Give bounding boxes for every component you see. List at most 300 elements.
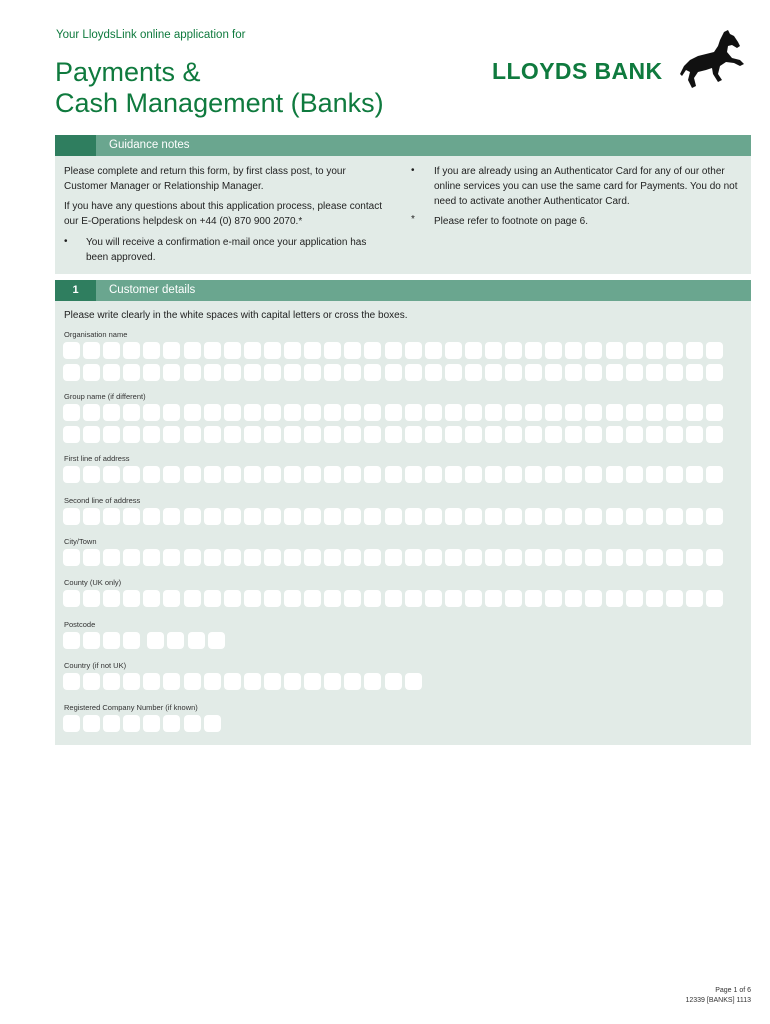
- char-box[interactable]: [385, 673, 402, 690]
- organisation-boxes-line-2[interactable]: [63, 364, 726, 381]
- char-box[interactable]: [163, 466, 180, 483]
- group-boxes-line-2[interactable]: [63, 426, 726, 443]
- char-box[interactable]: [465, 466, 482, 483]
- char-box[interactable]: [465, 549, 482, 566]
- char-box[interactable]: [284, 549, 301, 566]
- char-box[interactable]: [184, 590, 201, 607]
- char-box[interactable]: [63, 590, 80, 607]
- char-box[interactable]: [163, 673, 180, 690]
- char-box[interactable]: [143, 673, 160, 690]
- char-box[interactable]: [344, 549, 361, 566]
- char-box[interactable]: [646, 364, 663, 381]
- char-box[interactable]: [184, 508, 201, 525]
- char-box[interactable]: [585, 342, 602, 359]
- char-box[interactable]: [163, 426, 180, 443]
- char-box[interactable]: [63, 364, 80, 381]
- char-box[interactable]: [565, 404, 582, 421]
- char-box[interactable]: [525, 549, 542, 566]
- char-box[interactable]: [143, 364, 160, 381]
- char-box[interactable]: [123, 466, 140, 483]
- char-box[interactable]: [585, 508, 602, 525]
- char-box[interactable]: [626, 426, 643, 443]
- char-box[interactable]: [204, 342, 221, 359]
- char-box[interactable]: [646, 466, 663, 483]
- char-box[interactable]: [385, 549, 402, 566]
- char-box[interactable]: [505, 404, 522, 421]
- char-box[interactable]: [204, 715, 221, 732]
- char-box[interactable]: [324, 466, 341, 483]
- char-box[interactable]: [465, 590, 482, 607]
- char-box[interactable]: [626, 342, 643, 359]
- char-box[interactable]: [626, 508, 643, 525]
- char-box[interactable]: [405, 404, 422, 421]
- char-box[interactable]: [606, 426, 623, 443]
- char-box[interactable]: [706, 590, 723, 607]
- char-box[interactable]: [123, 364, 140, 381]
- char-box[interactable]: [103, 404, 120, 421]
- char-box[interactable]: [103, 342, 120, 359]
- char-box[interactable]: [425, 364, 442, 381]
- char-box[interactable]: [364, 466, 381, 483]
- char-box[interactable]: [324, 590, 341, 607]
- char-box[interactable]: [706, 508, 723, 525]
- char-box[interactable]: [123, 632, 140, 649]
- char-box[interactable]: [364, 673, 381, 690]
- char-box[interactable]: [364, 426, 381, 443]
- char-box[interactable]: [565, 508, 582, 525]
- char-box[interactable]: [204, 466, 221, 483]
- char-box[interactable]: [204, 673, 221, 690]
- char-box[interactable]: [545, 342, 562, 359]
- char-box[interactable]: [344, 673, 361, 690]
- char-box[interactable]: [304, 549, 321, 566]
- char-box[interactable]: [224, 466, 241, 483]
- char-box[interactable]: [163, 549, 180, 566]
- char-box[interactable]: [143, 508, 160, 525]
- char-box[interactable]: [63, 426, 80, 443]
- char-box[interactable]: [244, 466, 261, 483]
- char-box[interactable]: [143, 404, 160, 421]
- char-box[interactable]: [686, 426, 703, 443]
- char-box[interactable]: [405, 426, 422, 443]
- char-box[interactable]: [163, 590, 180, 607]
- char-box[interactable]: [204, 508, 221, 525]
- char-box[interactable]: [686, 404, 703, 421]
- char-box[interactable]: [364, 364, 381, 381]
- char-box[interactable]: [344, 508, 361, 525]
- char-box[interactable]: [626, 466, 643, 483]
- char-box[interactable]: [123, 342, 140, 359]
- char-box[interactable]: [244, 673, 261, 690]
- char-box[interactable]: [626, 404, 643, 421]
- group-boxes[interactable]: [63, 404, 726, 421]
- char-box[interactable]: [188, 632, 205, 649]
- char-box[interactable]: [405, 549, 422, 566]
- organisation-boxes[interactable]: [63, 342, 726, 359]
- char-box[interactable]: [505, 508, 522, 525]
- char-box[interactable]: [304, 426, 321, 443]
- char-box[interactable]: [385, 404, 402, 421]
- char-box[interactable]: [163, 342, 180, 359]
- char-box[interactable]: [485, 590, 502, 607]
- char-box[interactable]: [324, 549, 341, 566]
- company-number-boxes[interactable]: [63, 715, 224, 732]
- char-box[interactable]: [646, 590, 663, 607]
- char-box[interactable]: [244, 364, 261, 381]
- char-box[interactable]: [143, 426, 160, 443]
- char-box[interactable]: [184, 426, 201, 443]
- char-box[interactable]: [445, 404, 462, 421]
- char-box[interactable]: [204, 404, 221, 421]
- char-box[interactable]: [545, 466, 562, 483]
- char-box[interactable]: [284, 590, 301, 607]
- char-box[interactable]: [304, 364, 321, 381]
- char-box[interactable]: [184, 549, 201, 566]
- char-box[interactable]: [585, 590, 602, 607]
- char-box[interactable]: [284, 426, 301, 443]
- char-box[interactable]: [123, 673, 140, 690]
- char-box[interactable]: [284, 508, 301, 525]
- char-box[interactable]: [545, 364, 562, 381]
- char-box[interactable]: [485, 508, 502, 525]
- country-boxes[interactable]: [63, 673, 425, 690]
- char-box[interactable]: [525, 426, 542, 443]
- char-box[interactable]: [324, 508, 341, 525]
- char-box[interactable]: [264, 549, 281, 566]
- char-box[interactable]: [324, 342, 341, 359]
- char-box[interactable]: [224, 549, 241, 566]
- char-box[interactable]: [364, 590, 381, 607]
- char-box[interactable]: [204, 549, 221, 566]
- char-box[interactable]: [606, 549, 623, 566]
- char-box[interactable]: [505, 590, 522, 607]
- char-box[interactable]: [525, 342, 542, 359]
- char-box[interactable]: [184, 715, 201, 732]
- char-box[interactable]: [83, 426, 100, 443]
- char-box[interactable]: [123, 426, 140, 443]
- char-box[interactable]: [244, 590, 261, 607]
- char-box[interactable]: [565, 549, 582, 566]
- char-box[interactable]: [545, 404, 562, 421]
- char-box[interactable]: [364, 508, 381, 525]
- char-box[interactable]: [666, 342, 683, 359]
- char-box[interactable]: [204, 590, 221, 607]
- char-box[interactable]: [364, 404, 381, 421]
- char-box[interactable]: [405, 342, 422, 359]
- char-box[interactable]: [666, 404, 683, 421]
- char-box[interactable]: [83, 549, 100, 566]
- char-box[interactable]: [143, 342, 160, 359]
- char-box[interactable]: [525, 364, 542, 381]
- char-box[interactable]: [83, 632, 100, 649]
- char-box[interactable]: [224, 342, 241, 359]
- char-box[interactable]: [706, 364, 723, 381]
- char-box[interactable]: [63, 673, 80, 690]
- char-box[interactable]: [83, 364, 100, 381]
- char-box[interactable]: [224, 673, 241, 690]
- char-box[interactable]: [264, 426, 281, 443]
- char-box[interactable]: [103, 549, 120, 566]
- char-box[interactable]: [525, 466, 542, 483]
- char-box[interactable]: [666, 590, 683, 607]
- char-box[interactable]: [364, 342, 381, 359]
- char-box[interactable]: [425, 342, 442, 359]
- char-box[interactable]: [364, 549, 381, 566]
- char-box[interactable]: [63, 508, 80, 525]
- char-box[interactable]: [344, 466, 361, 483]
- char-box[interactable]: [606, 466, 623, 483]
- char-box[interactable]: [324, 404, 341, 421]
- char-box[interactable]: [445, 426, 462, 443]
- char-box[interactable]: [103, 632, 120, 649]
- char-box[interactable]: [103, 466, 120, 483]
- char-box[interactable]: [103, 673, 120, 690]
- char-box[interactable]: [706, 426, 723, 443]
- char-box[interactable]: [686, 549, 703, 566]
- char-box[interactable]: [405, 673, 422, 690]
- char-box[interactable]: [706, 404, 723, 421]
- char-box[interactable]: [686, 342, 703, 359]
- char-box[interactable]: [143, 549, 160, 566]
- char-box[interactable]: [485, 342, 502, 359]
- char-box[interactable]: [224, 404, 241, 421]
- char-box[interactable]: [123, 715, 140, 732]
- char-box[interactable]: [666, 364, 683, 381]
- char-box[interactable]: [63, 715, 80, 732]
- char-box[interactable]: [585, 466, 602, 483]
- char-box[interactable]: [565, 364, 582, 381]
- char-box[interactable]: [167, 632, 184, 649]
- city-boxes[interactable]: [63, 549, 726, 566]
- char-box[interactable]: [103, 590, 120, 607]
- char-box[interactable]: [606, 404, 623, 421]
- char-box[interactable]: [103, 364, 120, 381]
- char-box[interactable]: [103, 426, 120, 443]
- char-box[interactable]: [123, 508, 140, 525]
- char-box[interactable]: [666, 466, 683, 483]
- char-box[interactable]: [626, 549, 643, 566]
- char-box[interactable]: [405, 508, 422, 525]
- char-box[interactable]: [208, 632, 225, 649]
- char-box[interactable]: [385, 508, 402, 525]
- char-box[interactable]: [143, 466, 160, 483]
- char-box[interactable]: [445, 590, 462, 607]
- address2-boxes[interactable]: [63, 508, 726, 525]
- char-box[interactable]: [163, 364, 180, 381]
- char-box[interactable]: [83, 466, 100, 483]
- char-box[interactable]: [184, 364, 201, 381]
- char-box[interactable]: [606, 590, 623, 607]
- char-box[interactable]: [344, 364, 361, 381]
- char-box[interactable]: [324, 364, 341, 381]
- char-box[interactable]: [385, 466, 402, 483]
- char-box[interactable]: [83, 715, 100, 732]
- char-box[interactable]: [63, 466, 80, 483]
- char-box[interactable]: [244, 508, 261, 525]
- char-box[interactable]: [485, 364, 502, 381]
- char-box[interactable]: [425, 590, 442, 607]
- char-box[interactable]: [565, 590, 582, 607]
- char-box[interactable]: [666, 508, 683, 525]
- char-box[interactable]: [425, 549, 442, 566]
- char-box[interactable]: [666, 549, 683, 566]
- char-box[interactable]: [385, 342, 402, 359]
- char-box[interactable]: [264, 466, 281, 483]
- char-box[interactable]: [284, 364, 301, 381]
- char-box[interactable]: [505, 426, 522, 443]
- char-box[interactable]: [425, 404, 442, 421]
- char-box[interactable]: [505, 466, 522, 483]
- char-box[interactable]: [284, 342, 301, 359]
- char-box[interactable]: [224, 508, 241, 525]
- char-box[interactable]: [666, 426, 683, 443]
- char-box[interactable]: [585, 549, 602, 566]
- char-box[interactable]: [83, 508, 100, 525]
- char-box[interactable]: [385, 364, 402, 381]
- char-box[interactable]: [63, 342, 80, 359]
- char-box[interactable]: [324, 426, 341, 443]
- char-box[interactable]: [304, 404, 321, 421]
- char-box[interactable]: [163, 404, 180, 421]
- char-box[interactable]: [344, 590, 361, 607]
- char-box[interactable]: [264, 673, 281, 690]
- char-box[interactable]: [184, 466, 201, 483]
- char-box[interactable]: [244, 404, 261, 421]
- char-box[interactable]: [505, 342, 522, 359]
- char-box[interactable]: [244, 426, 261, 443]
- char-box[interactable]: [284, 673, 301, 690]
- char-box[interactable]: [83, 590, 100, 607]
- char-box[interactable]: [224, 426, 241, 443]
- char-box[interactable]: [425, 466, 442, 483]
- char-box[interactable]: [565, 426, 582, 443]
- char-box[interactable]: [606, 342, 623, 359]
- char-box[interactable]: [405, 590, 422, 607]
- char-box[interactable]: [646, 508, 663, 525]
- char-box[interactable]: [63, 632, 80, 649]
- char-box[interactable]: [184, 342, 201, 359]
- char-box[interactable]: [264, 590, 281, 607]
- char-box[interactable]: [425, 508, 442, 525]
- char-box[interactable]: [445, 508, 462, 525]
- char-box[interactable]: [545, 426, 562, 443]
- char-box[interactable]: [465, 404, 482, 421]
- char-box[interactable]: [646, 342, 663, 359]
- char-box[interactable]: [385, 426, 402, 443]
- address1-boxes[interactable]: [63, 466, 726, 483]
- char-box[interactable]: [83, 342, 100, 359]
- char-box[interactable]: [184, 404, 201, 421]
- char-box[interactable]: [344, 404, 361, 421]
- char-box[interactable]: [445, 342, 462, 359]
- char-box[interactable]: [103, 715, 120, 732]
- char-box[interactable]: [505, 549, 522, 566]
- char-box[interactable]: [123, 404, 140, 421]
- char-box[interactable]: [264, 404, 281, 421]
- char-box[interactable]: [545, 508, 562, 525]
- char-box[interactable]: [545, 549, 562, 566]
- char-box[interactable]: [344, 342, 361, 359]
- char-box[interactable]: [525, 590, 542, 607]
- char-box[interactable]: [264, 364, 281, 381]
- char-box[interactable]: [304, 508, 321, 525]
- char-box[interactable]: [244, 549, 261, 566]
- char-box[interactable]: [525, 404, 542, 421]
- char-box[interactable]: [304, 342, 321, 359]
- char-box[interactable]: [706, 342, 723, 359]
- char-box[interactable]: [706, 466, 723, 483]
- char-box[interactable]: [344, 426, 361, 443]
- char-box[interactable]: [706, 549, 723, 566]
- char-box[interactable]: [606, 508, 623, 525]
- char-box[interactable]: [465, 364, 482, 381]
- char-box[interactable]: [63, 404, 80, 421]
- char-box[interactable]: [284, 466, 301, 483]
- char-box[interactable]: [147, 632, 164, 649]
- char-box[interactable]: [465, 426, 482, 443]
- char-box[interactable]: [304, 590, 321, 607]
- char-box[interactable]: [485, 549, 502, 566]
- char-box[interactable]: [585, 364, 602, 381]
- county-boxes[interactable]: [63, 590, 726, 607]
- char-box[interactable]: [606, 364, 623, 381]
- char-box[interactable]: [686, 590, 703, 607]
- char-box[interactable]: [646, 426, 663, 443]
- char-box[interactable]: [405, 466, 422, 483]
- char-box[interactable]: [224, 364, 241, 381]
- char-box[interactable]: [163, 715, 180, 732]
- char-box[interactable]: [184, 673, 201, 690]
- char-box[interactable]: [405, 364, 422, 381]
- char-box[interactable]: [445, 364, 462, 381]
- char-box[interactable]: [505, 364, 522, 381]
- char-box[interactable]: [204, 426, 221, 443]
- char-box[interactable]: [465, 508, 482, 525]
- char-box[interactable]: [244, 342, 261, 359]
- char-box[interactable]: [304, 466, 321, 483]
- char-box[interactable]: [163, 508, 180, 525]
- char-box[interactable]: [123, 549, 140, 566]
- char-box[interactable]: [485, 404, 502, 421]
- char-box[interactable]: [626, 590, 643, 607]
- char-box[interactable]: [646, 404, 663, 421]
- char-box[interactable]: [626, 364, 643, 381]
- char-box[interactable]: [83, 673, 100, 690]
- char-box[interactable]: [646, 549, 663, 566]
- postcode-boxes[interactable]: [63, 632, 228, 649]
- char-box[interactable]: [686, 364, 703, 381]
- char-box[interactable]: [686, 508, 703, 525]
- char-box[interactable]: [224, 590, 241, 607]
- char-box[interactable]: [385, 590, 402, 607]
- char-box[interactable]: [143, 715, 160, 732]
- char-box[interactable]: [284, 404, 301, 421]
- char-box[interactable]: [445, 549, 462, 566]
- char-box[interactable]: [445, 466, 462, 483]
- char-box[interactable]: [686, 466, 703, 483]
- char-box[interactable]: [565, 342, 582, 359]
- char-box[interactable]: [585, 426, 602, 443]
- char-box[interactable]: [485, 426, 502, 443]
- char-box[interactable]: [465, 342, 482, 359]
- char-box[interactable]: [425, 426, 442, 443]
- char-box[interactable]: [485, 466, 502, 483]
- char-box[interactable]: [565, 466, 582, 483]
- char-box[interactable]: [204, 364, 221, 381]
- char-box[interactable]: [324, 673, 341, 690]
- char-box[interactable]: [143, 590, 160, 607]
- char-box[interactable]: [585, 404, 602, 421]
